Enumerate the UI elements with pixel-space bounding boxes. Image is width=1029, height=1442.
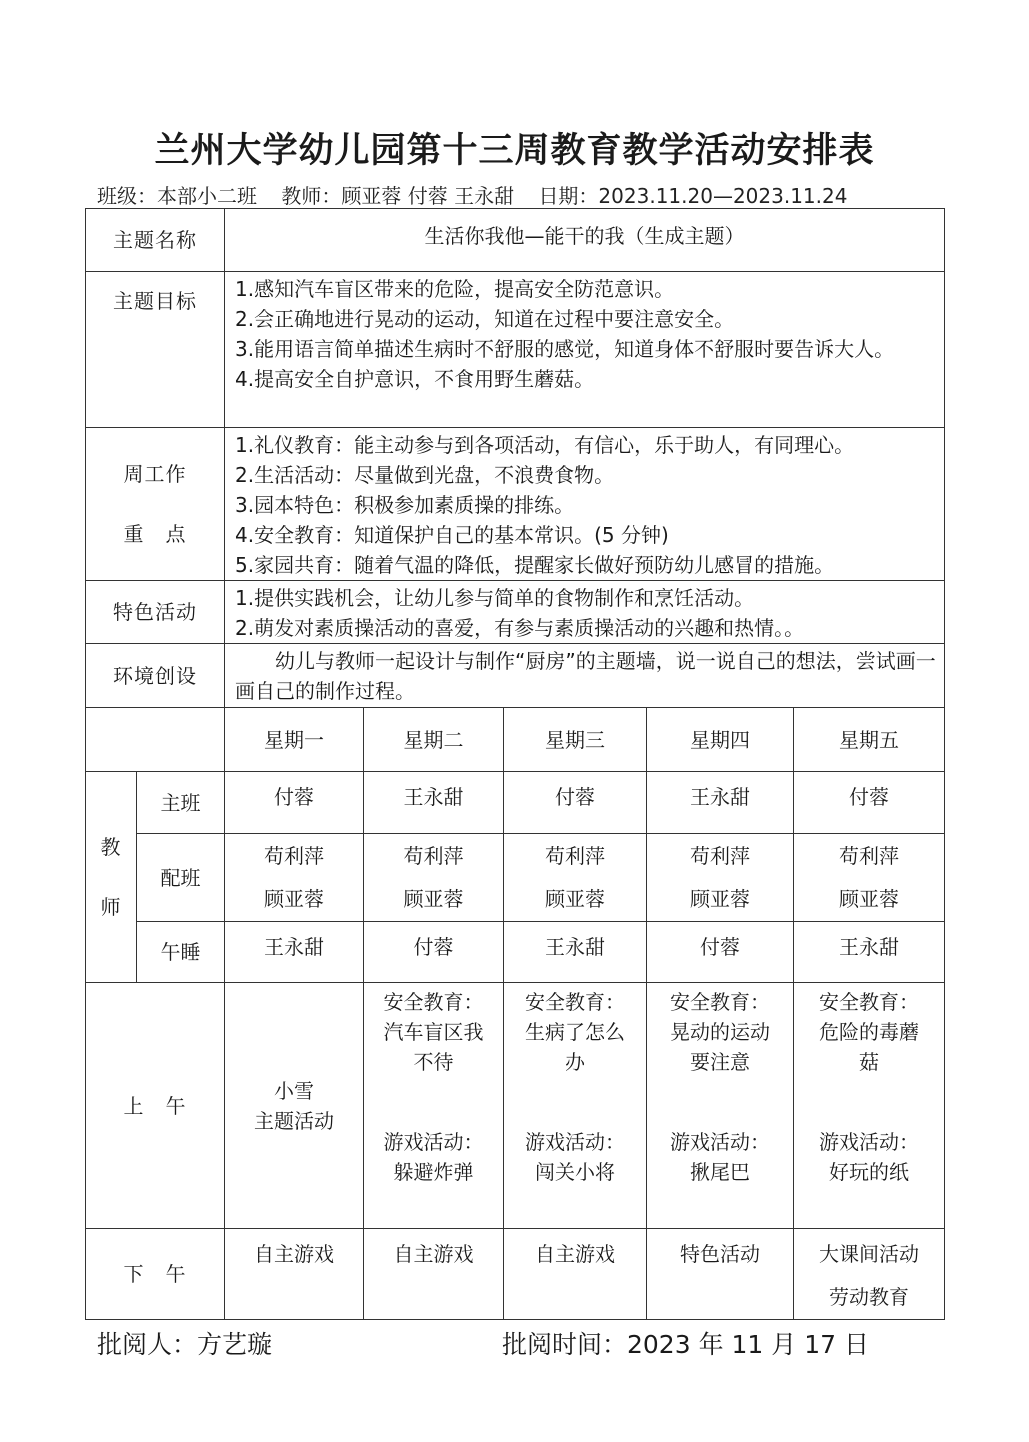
afternoon-activity: 特色活动 — [647, 1229, 794, 1320]
theme-row — [86, 209, 945, 272]
date-info: 日期：2023.11.20—2023.11.24 — [538, 184, 848, 208]
main-teacher-label: 主班 — [137, 772, 225, 834]
class-info: 班级：本部小二班 — [97, 184, 257, 208]
game-label: 游戏活动： — [819, 1130, 920, 1154]
page-title: 兰州大学幼儿园第十三周教育教学活动安排表 — [154, 131, 875, 171]
focus-item: 3.园本特色：积极参加素质操的排练。 — [235, 493, 575, 517]
assist-teacher: 苟利萍 — [690, 843, 750, 868]
assist-teachers — [647, 834, 794, 922]
goal-item: 4.提高安全自护意识，不食用野生蘑菇。 — [235, 367, 595, 391]
friday-morning — [794, 983, 945, 1229]
day-header: 星期四 — [647, 708, 794, 772]
featured-item: 2.萌发对素质操活动的喜爱，有参与素质操活动的兴趣和热情。。 — [235, 616, 805, 640]
day-header: 星期五 — [794, 708, 945, 772]
assist-teacher: 顾亚蓉 — [403, 886, 464, 911]
main-teacher: 付蓉 — [225, 772, 364, 834]
game-line: 揪尾巴 — [690, 1160, 750, 1184]
nap-teacher: 王永甜 — [504, 922, 647, 983]
goals-list — [225, 272, 945, 428]
teacher-main-row — [86, 772, 945, 834]
assist-teacher: 顾亚蓉 — [264, 886, 324, 911]
theme-value: 生活你我他—能干的我（生成主题） — [225, 209, 945, 272]
afternoon-activity: 大课间活动 — [819, 1242, 920, 1266]
assist-teachers — [364, 834, 504, 922]
day-header: 星期一 — [225, 708, 364, 772]
assist-teacher: 苟利萍 — [403, 843, 464, 868]
teacher-nap-row — [86, 922, 945, 983]
assist-teacher: 顾亚蓉 — [839, 886, 900, 911]
afternoon-activity: 自主游戏 — [364, 1229, 504, 1320]
monday-morning-line1: 小雪 — [274, 1078, 314, 1103]
goals-label: 主题目标 — [86, 272, 225, 428]
teachers-info: 教师：顾亚蓉 付蓉 王永甜 — [281, 184, 515, 208]
week-focus-list — [225, 428, 945, 581]
safety-line: 不待 — [413, 1050, 454, 1074]
safety-label: 安全教育： — [819, 990, 920, 1014]
teacher-assist-row — [86, 834, 945, 922]
safety-activity — [798, 987, 940, 1127]
goals-row — [86, 272, 945, 428]
assist-teacher: 苟利萍 — [545, 843, 605, 868]
main-teacher: 付蓉 — [504, 772, 647, 834]
monday-morning — [225, 983, 364, 1229]
monday-morning-line2: 主题活动 — [254, 1108, 334, 1133]
nap-teacher: 王永甜 — [225, 922, 364, 983]
safety-line: 办 — [565, 1050, 585, 1074]
safety-label: 安全教育： — [383, 990, 484, 1014]
main-teacher: 王永甜 — [647, 772, 794, 834]
schedule-table — [85, 208, 945, 1320]
corner-cell — [86, 708, 225, 772]
week-focus-label-line2: 重 点 — [123, 522, 187, 546]
safety-label: 安全教育： — [525, 990, 625, 1014]
teacher-group-label-line1: 教 — [100, 835, 122, 859]
day-header: 星期二 — [364, 708, 504, 772]
morning-label: 上 午 — [86, 983, 225, 1229]
game-activity — [368, 1127, 499, 1187]
review-time: 批阅时间：2023 年 11 月 17 日 — [502, 1330, 869, 1359]
game-line: 闯关小将 — [535, 1160, 615, 1184]
day-header: 星期三 — [504, 708, 647, 772]
game-line: 躲避炸弹 — [393, 1160, 474, 1184]
goal-item: 1.感知汽车盲区带来的危险，提高安全防范意识。 — [235, 277, 675, 301]
safety-line: 危险的毒蘑 — [819, 1020, 920, 1044]
week-focus-label-line1: 周工作 — [123, 462, 187, 486]
safety-line: 晃动的运动 — [670, 1020, 770, 1044]
focus-item: 2.生活活动：尽量做到光盘，不浪费食物。 — [235, 463, 615, 487]
game-line: 好玩的纸 — [829, 1160, 910, 1184]
game-activity — [798, 1127, 940, 1187]
afternoon-row — [86, 1229, 945, 1320]
wednesday-morning — [504, 983, 647, 1229]
safety-activity — [651, 987, 789, 1127]
featured-list — [225, 581, 945, 644]
assist-teacher-label: 配班 — [137, 834, 225, 922]
assist-teacher: 顾亚蓉 — [690, 886, 750, 911]
reviewer: 批阅人：方艺璇 — [97, 1330, 273, 1359]
game-label: 游戏活动： — [670, 1130, 770, 1154]
assist-teacher: 苟利萍 — [264, 843, 324, 868]
week-focus-row — [86, 428, 945, 581]
afternoon-label: 下 午 — [86, 1229, 225, 1320]
main-teacher: 付蓉 — [794, 772, 945, 834]
nap-teacher: 付蓉 — [364, 922, 504, 983]
focus-item: 5.家园共育：随着气温的降低，提醒家长做好预防幼儿感冒的措施。 — [235, 553, 835, 577]
game-label: 游戏活动： — [383, 1130, 484, 1154]
nap-teacher: 付蓉 — [647, 922, 794, 983]
game-activity — [651, 1127, 789, 1187]
focus-item: 1.礼仪教育：能主动参与到各项活动，有信心，乐于助人，有同理心。 — [235, 433, 855, 457]
thursday-morning — [647, 983, 794, 1229]
environment-row — [86, 644, 945, 708]
safety-line: 生病了怎么 — [525, 1020, 625, 1044]
safety-activity — [368, 987, 499, 1127]
game-activity — [508, 1127, 642, 1187]
safety-label: 安全教育： — [670, 990, 770, 1014]
assist-teachers — [504, 834, 647, 922]
days-header-row — [86, 708, 945, 772]
assist-teachers — [225, 834, 364, 922]
assist-teachers — [794, 834, 945, 922]
featured-item: 1.提供实践机会，让幼儿参与简单的食物制作和烹饪活动。 — [235, 586, 755, 610]
safety-line: 汽车盲区我 — [383, 1020, 484, 1044]
tuesday-morning — [364, 983, 504, 1229]
afternoon-activity: 自主游戏 — [504, 1229, 647, 1320]
goal-item: 2.会正确地进行晃动的运动，知道在过程中要注意安全。 — [235, 307, 735, 331]
theme-label: 主题名称 — [86, 209, 225, 272]
morning-row — [86, 983, 945, 1229]
safety-line: 菇 — [859, 1050, 880, 1074]
safety-activity — [508, 987, 642, 1127]
afternoon-activity: 劳动教育 — [829, 1285, 910, 1309]
teacher-group-label — [86, 772, 137, 983]
nap-teacher: 王永甜 — [794, 922, 945, 983]
teacher-group-label-line2: 师 — [100, 895, 122, 919]
focus-item: 4.安全教育：知道保护自己的基本常识。(5 分钟) — [235, 523, 669, 547]
goal-item: 3.能用语言简单描述生病时不舒服的感觉，知道身体不舒服时要告诉大人。 — [235, 337, 895, 361]
assist-teacher: 苟利萍 — [839, 843, 900, 868]
nap-teacher-label: 午睡 — [137, 922, 225, 983]
featured-row — [86, 581, 945, 644]
afternoon-activity: 自主游戏 — [225, 1229, 364, 1320]
environment-label: 环境创设 — [86, 644, 225, 708]
environment-value: 幼儿与教师一起设计与制作“厨房”的主题墙，说一说自己的想法，尝试画一画自己的制作过程。 — [225, 644, 945, 708]
week-focus-label — [86, 428, 225, 581]
friday-afternoon — [794, 1229, 945, 1320]
header-info — [97, 180, 865, 209]
game-label: 游戏活动： — [525, 1130, 625, 1154]
featured-label: 特色活动 — [86, 581, 225, 644]
assist-teacher: 顾亚蓉 — [545, 886, 605, 911]
main-teacher: 王永甜 — [364, 772, 504, 834]
safety-line: 要注意 — [690, 1050, 750, 1074]
